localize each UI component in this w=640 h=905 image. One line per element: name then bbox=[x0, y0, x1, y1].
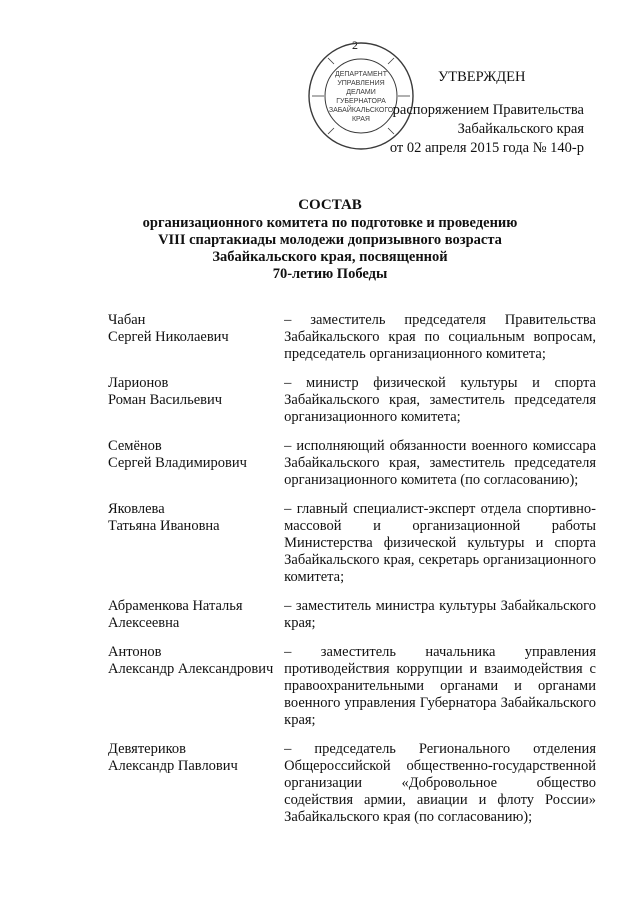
svg-text:ЗАБАЙКАЛЬСКОГО: ЗАБАЙКАЛЬСКОГО bbox=[328, 107, 394, 114]
svg-text:УПРАВЛЕНИЯ: УПРАВЛЕНИЯ bbox=[337, 80, 385, 87]
title-main: СОСТАВ bbox=[298, 197, 362, 213]
member-role: – заместитель министра культуры Забайкальского края; bbox=[284, 598, 596, 631]
page-number: 2 bbox=[352, 38, 358, 52]
member-name bbox=[108, 741, 284, 838]
svg-text:ДЕПАРТАМЕНТ: ДЕПАРТАМЕНТ bbox=[334, 71, 388, 78]
member-surname: Антонов bbox=[108, 644, 162, 660]
svg-text:ГУБЕРНАТОРА: ГУБЕРНАТОРА bbox=[336, 98, 386, 105]
member-given-names: Роман Васильевич bbox=[108, 392, 223, 408]
member-role: – заместитель председателя Правительства Забайкальского края по социальным вопросам, председатель организационного комитета; bbox=[284, 312, 596, 362]
member-row bbox=[108, 438, 596, 501]
committee-members-table bbox=[108, 312, 596, 838]
approval-line-3: от 02 апреля 2015 года № 140-р bbox=[389, 140, 584, 156]
member-surname: Ларионов bbox=[108, 375, 169, 391]
member-name bbox=[108, 598, 284, 644]
member-name bbox=[108, 375, 284, 438]
member-role: – заместитель начальника управления противодействия коррупции и взаимодействия с правоохранительными органами и органами военного управления Губернатора Забайкальского края; bbox=[284, 644, 596, 728]
member-given-names: Татьяна Ивановна bbox=[108, 518, 220, 534]
member-role: – исполняющий обязанности военного комиссара Забайкальского края, заместитель председателя организационного комитета (по согласованию); bbox=[284, 438, 596, 488]
member-row bbox=[108, 375, 596, 438]
member-name bbox=[108, 644, 284, 741]
member-given-names: Александр Павлович bbox=[108, 758, 238, 774]
member-row bbox=[108, 741, 596, 838]
member-row bbox=[108, 644, 596, 741]
member-given-names: Алексеевна bbox=[108, 615, 180, 631]
member-given-names: Сергей Владимирович bbox=[108, 455, 247, 471]
approval-block bbox=[334, 68, 584, 158]
member-row bbox=[108, 501, 596, 598]
approval-heading: УТВЕРЖДЕН bbox=[438, 69, 526, 85]
title-line-3: Забайкальского края, посвященной bbox=[212, 249, 448, 265]
member-name bbox=[108, 438, 284, 501]
document-title bbox=[60, 197, 600, 283]
member-role: – главный специалист-эксперт отдела спортивно-массовой и организационной работы Министерства физической культуры и спорта Забайкальского края, секретарь организационного комитета; bbox=[284, 501, 596, 585]
member-surname: Яковлева bbox=[108, 501, 165, 517]
member-given-names: Александр Александрович bbox=[108, 661, 274, 677]
member-given-names: Сергей Николаевич bbox=[108, 329, 229, 345]
member-name bbox=[108, 312, 284, 375]
svg-text:КРАЯ: КРАЯ bbox=[351, 116, 371, 123]
approval-line-2: Забайкальского края bbox=[457, 121, 584, 137]
member-role: – министр физической культуры и спорта Забайкальского края, заместитель председателя организационного комитета; bbox=[284, 375, 596, 425]
member-role: – председатель Регионального отделения Общероссийской общественно-государственной организации «Добровольное общество содействия армии, авиации и флоту России» Забайкальского края (по согласованию); bbox=[284, 741, 596, 825]
title-line-2: VIII спартакиады молодежи допризывного возраста bbox=[158, 232, 502, 248]
member-row bbox=[108, 598, 596, 644]
member-surname: Девятериков bbox=[108, 741, 187, 757]
title-line-1: организационного комитета по подготовке и проведению bbox=[142, 215, 518, 231]
approval-line-1: распоряжением Правительства bbox=[392, 102, 584, 118]
member-surname: Семёнов bbox=[108, 438, 162, 454]
member-row bbox=[108, 312, 596, 375]
member-surname: Чабан bbox=[108, 312, 146, 328]
title-line-4: 70-летию Победы bbox=[272, 266, 388, 282]
member-name bbox=[108, 501, 284, 598]
member-surname: Абраменкова Наталья bbox=[108, 598, 243, 614]
svg-text:ДЕЛАМИ: ДЕЛАМИ bbox=[346, 89, 376, 96]
